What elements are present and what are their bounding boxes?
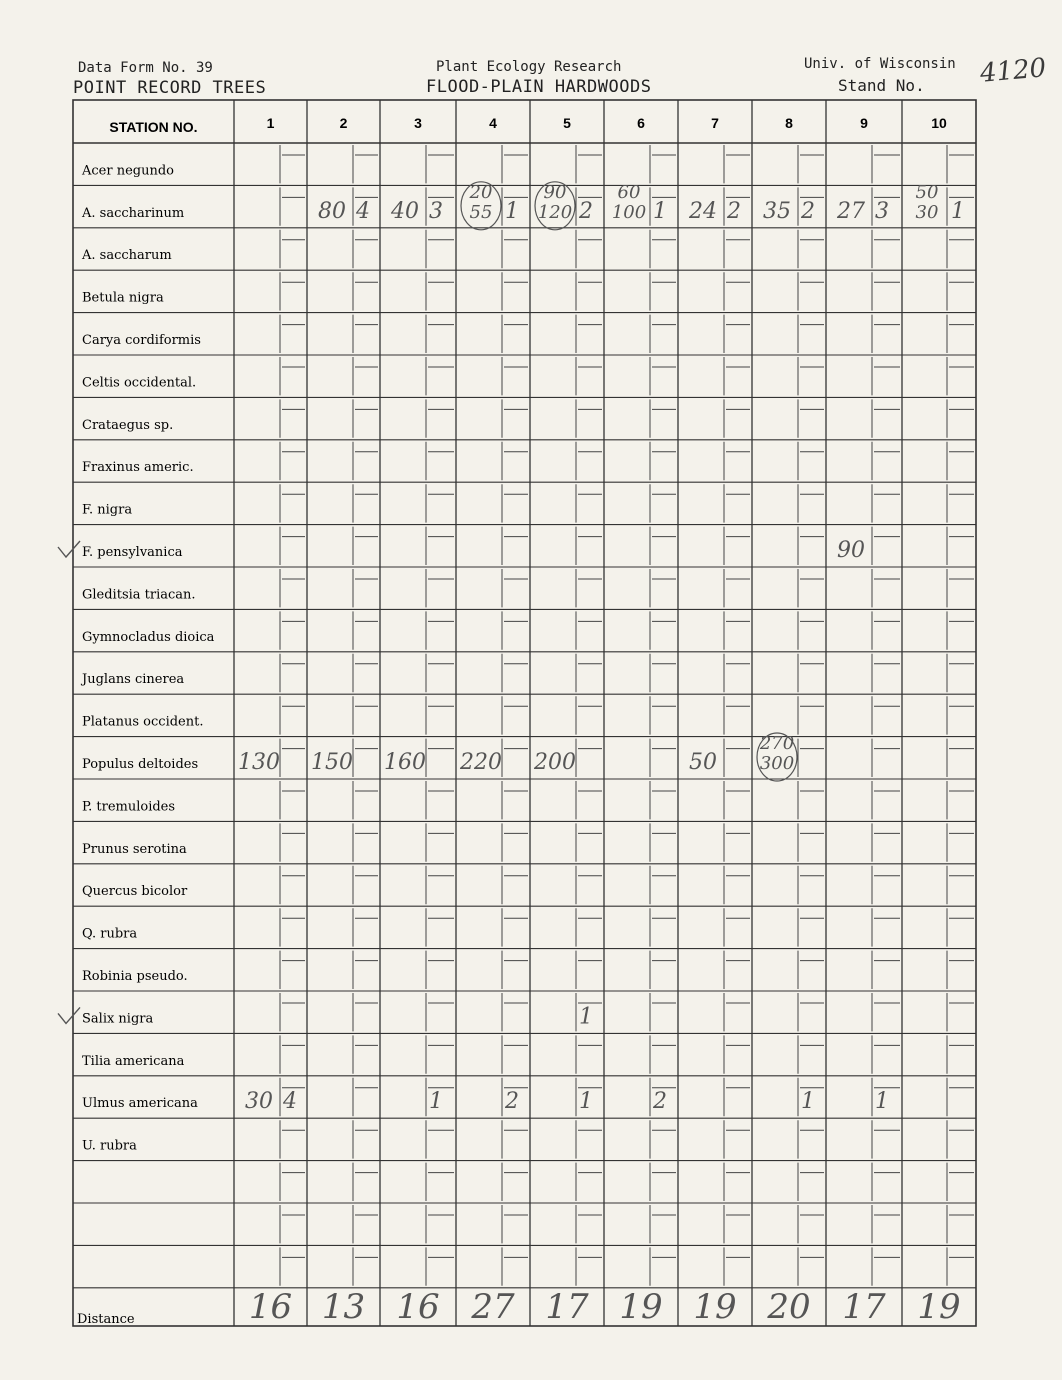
handwritten-count: 4 xyxy=(283,1089,297,1115)
handwritten-value: 120 xyxy=(537,201,573,223)
species-label: Tilia americana xyxy=(82,1053,185,1069)
handwritten-value: 50 xyxy=(689,750,717,775)
handwritten-value: 24 xyxy=(689,198,717,224)
station-number: 2 xyxy=(339,115,348,131)
handwritten-value: 300 xyxy=(759,753,795,774)
stand-label: Stand No. xyxy=(838,76,925,95)
form-number: Data Form No. 39 xyxy=(78,60,213,76)
station-number: 8 xyxy=(785,115,793,131)
handwritten-value: 130 xyxy=(238,750,280,775)
handwritten-count: 2 xyxy=(505,1089,519,1115)
form-title: POINT RECORD TREES xyxy=(73,78,267,98)
handwritten-value: 200 xyxy=(534,750,576,775)
handwritten-value: 220 xyxy=(460,750,502,775)
handwritten-count: 1 xyxy=(653,198,667,224)
handwritten-count: 1 xyxy=(875,1089,889,1115)
species-label: Juglans cinerea xyxy=(82,672,185,688)
handwritten-value: 30 xyxy=(245,1089,273,1115)
handwritten-value: 55 xyxy=(469,201,493,223)
species-label: Acer negundo xyxy=(82,163,174,179)
handwritten-value: 80 xyxy=(318,198,346,224)
stand-number-value: 4120 xyxy=(978,53,1048,89)
species-label: Fraxinus americ. xyxy=(82,460,194,476)
species-label: A. saccharinum xyxy=(82,205,185,221)
species-label: F. pensylvanica xyxy=(82,545,183,560)
species-label: Platanus occident. xyxy=(82,714,204,730)
species-label: Robinia pseudo. xyxy=(82,969,188,984)
handwritten-count: 1 xyxy=(429,1089,443,1115)
handwritten-count: 2 xyxy=(727,198,741,224)
species-label: Celtis occidental. xyxy=(82,375,197,391)
distance-value: 19 xyxy=(619,1287,663,1327)
distance-value: 17 xyxy=(545,1287,589,1327)
handwritten-count: 1 xyxy=(505,198,519,224)
handwritten-value: 100 xyxy=(611,201,647,223)
check-mark xyxy=(58,541,80,557)
species-label: Ulmus americana xyxy=(82,1096,198,1112)
handwritten-value: 30 xyxy=(915,201,939,223)
species-label: Crataegus sp. xyxy=(82,417,174,433)
handwritten-value: 50 xyxy=(915,181,939,203)
species-label: Q. rubra xyxy=(82,926,138,942)
species-label: Gleditsia triacan. xyxy=(82,587,196,603)
handwritten-count: 2 xyxy=(653,1089,667,1115)
handwritten-count: 3 xyxy=(875,198,889,224)
station-number: 10 xyxy=(931,115,947,131)
station-number: 1 xyxy=(266,115,275,131)
handwritten-count: 1 xyxy=(801,1089,815,1115)
handwritten-value: 20 xyxy=(469,181,493,203)
distance-value: 27 xyxy=(471,1287,515,1327)
distance-value: 19 xyxy=(917,1287,961,1327)
organization: Plant Ecology Research xyxy=(436,59,622,75)
handwritten-count: 2 xyxy=(801,198,815,224)
handwritten-count: 1 xyxy=(579,1004,593,1030)
table-border xyxy=(73,100,976,1326)
distance-value: 17 xyxy=(842,1287,886,1327)
handwritten-value: 150 xyxy=(311,750,353,775)
station-number: 6 xyxy=(637,115,645,131)
station-number: 3 xyxy=(414,115,422,131)
station-header-label: STATION NO. xyxy=(109,119,198,135)
species-label: Betula nigra xyxy=(82,290,164,306)
species-label: P. tremuloides xyxy=(82,799,176,815)
species-label: Populus deltoides xyxy=(82,757,199,772)
handwritten-value: 90 xyxy=(543,181,567,203)
check-mark xyxy=(58,1007,80,1023)
distance-value: 19 xyxy=(693,1287,737,1327)
handwritten-value: 270 xyxy=(759,733,795,754)
handwritten-value: 60 xyxy=(617,181,641,203)
species-label: Prunus serotina xyxy=(82,841,187,857)
distance-value: 13 xyxy=(321,1287,366,1327)
station-number: 5 xyxy=(563,115,571,131)
handwritten-value: 27 xyxy=(837,198,865,224)
handwritten-count: 3 xyxy=(429,198,443,224)
station-number: 7 xyxy=(711,115,719,131)
distance-value: 16 xyxy=(396,1287,440,1327)
species-label: U. rubra xyxy=(82,1138,137,1154)
handwritten-count: 4 xyxy=(356,198,370,224)
distance-value: 20 xyxy=(767,1287,811,1327)
handwritten-value: 40 xyxy=(391,198,419,224)
species-label: Salix nigra xyxy=(82,1011,154,1027)
station-number: 4 xyxy=(489,115,497,131)
handwritten-count: 1 xyxy=(579,1089,593,1115)
handwritten-value: 160 xyxy=(384,750,426,775)
handwritten-value: 35 xyxy=(763,198,791,224)
species-label: Quercus bicolor xyxy=(82,884,188,900)
form-section-title: FLOOD-PLAIN HARDWOODS xyxy=(426,77,652,97)
species-label: Gymnocladus dioica xyxy=(82,629,215,645)
handwritten-count: 1 xyxy=(951,198,965,224)
handwritten-count: 2 xyxy=(579,198,593,224)
distance-label: Distance xyxy=(77,1312,135,1327)
species-label: A. saccharum xyxy=(82,248,172,264)
station-number: 9 xyxy=(860,115,868,131)
species-label: Carya cordiformis xyxy=(82,333,201,348)
handwritten-value: 90 xyxy=(837,538,865,563)
species-label: F. nigra xyxy=(82,502,133,518)
distance-value: 16 xyxy=(248,1287,293,1327)
university-name: Univ. of Wisconsin xyxy=(804,56,956,72)
